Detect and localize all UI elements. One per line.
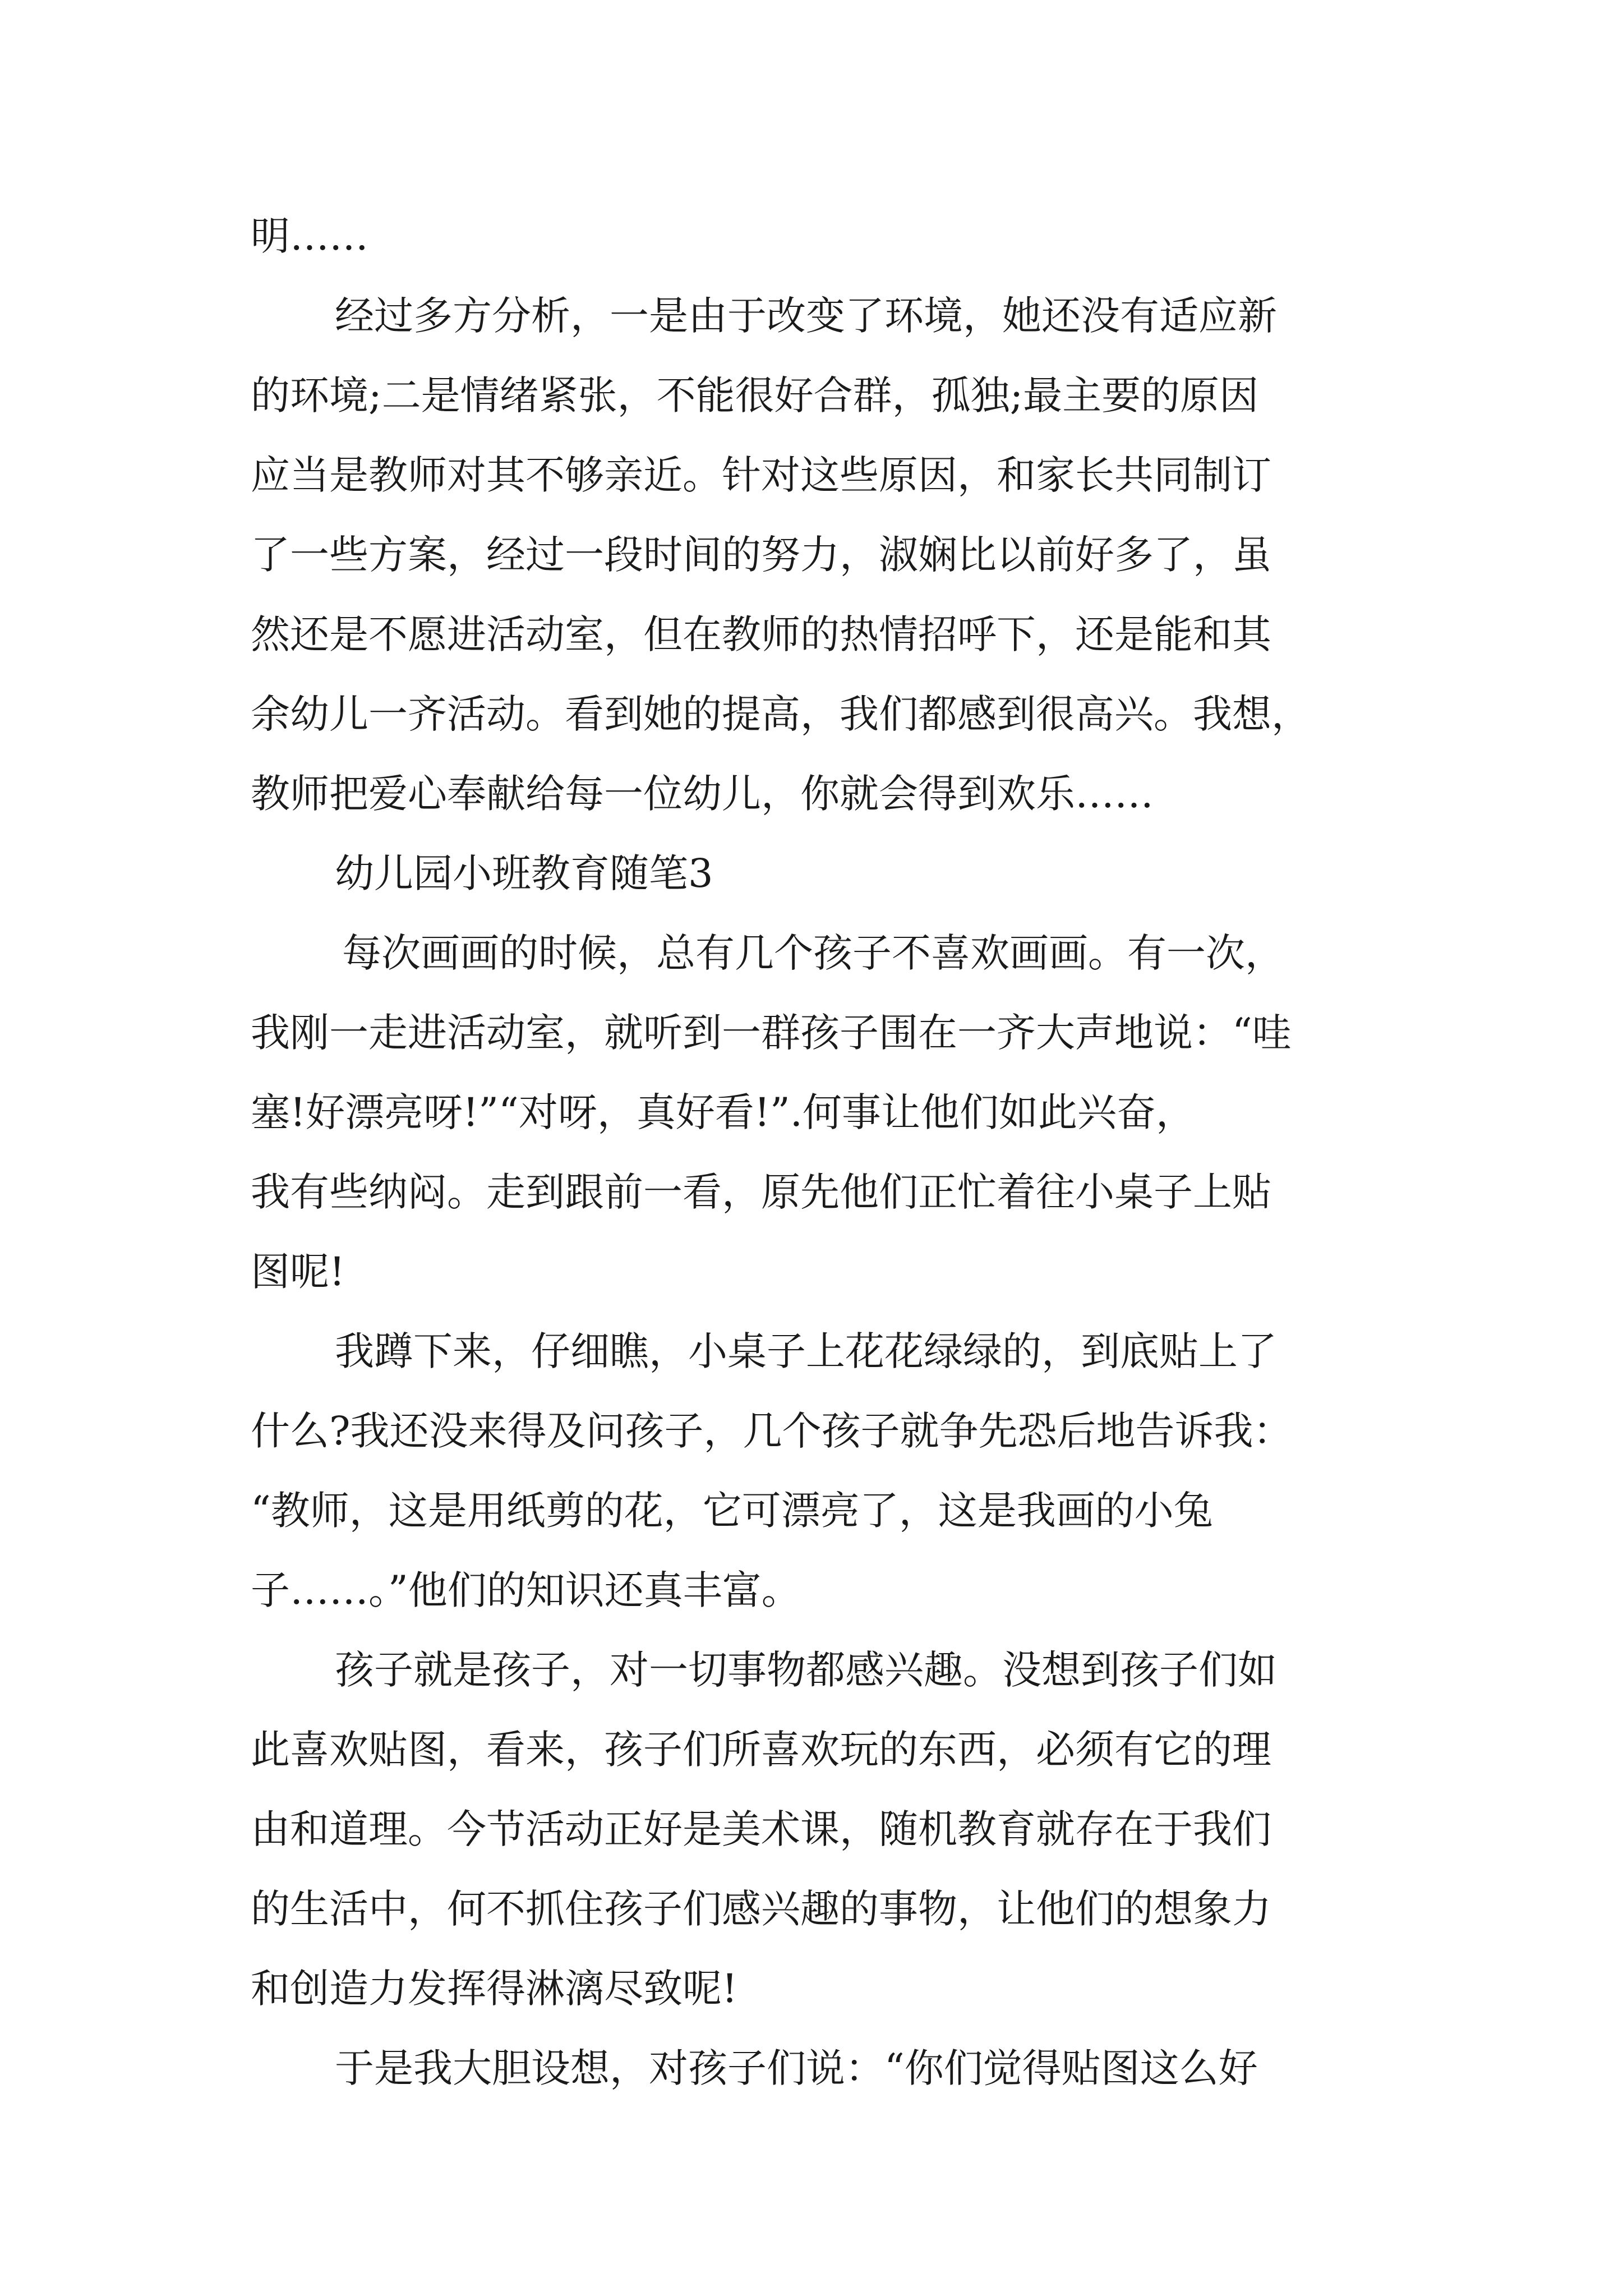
text-line: 教师把爱心奉献给每一位幼儿，你就会得到欢乐……	[251, 771, 1154, 817]
text-line: 由和道理。今节活动正好是美术课，随机教育就存在于我们	[251, 1806, 1271, 1852]
paragraph-first-line: 我蹲下来，仔细瞧，小桌子上花花绿绿的，到底贴上了	[335, 1328, 1277, 1374]
paragraph-first-line: 孩子就是孩子，对一切事物都感兴趣。没想到孩子们如	[335, 1647, 1277, 1693]
paragraph-first-line: 每次画画的时候，总有几个孩子不喜欢画画。有一次，	[342, 930, 1284, 976]
text-line: 我有些纳闷。走到跟前一看，原先他们正忙着往小桌子上贴	[251, 1169, 1271, 1215]
text-line: 子……。”他们的知识还真丰富。	[251, 1567, 801, 1613]
section-heading: 幼儿园小班教育随笔3	[335, 850, 713, 896]
text-line: 塞!好漂亮呀!”“对呀，真好看!”.何事让他们如此兴奋，	[251, 1089, 1195, 1135]
text-line: 图呢!	[251, 1249, 345, 1295]
text-line: 此喜欢贴图，看来，孩子们所喜欢玩的东西，必须有它的理	[251, 1727, 1271, 1773]
text-line: 应当是教师对其不够亲近。针对这些原因，和家长共同制订	[251, 452, 1271, 498]
text-line: 的生活中，何不抓住孩子们感兴趣的事物，让他们的想象力	[251, 1886, 1271, 1932]
text-line: 然还是不愿进活动室，但在教师的热情招呼下，还是能和其	[251, 611, 1271, 657]
text-line: 我刚一走进活动室，就听到一群孩子围在一齐大声地说：“哇	[251, 1010, 1292, 1056]
paragraph-first-line: 于是我大胆设想，对孩子们说：“你们觉得贴图这么好	[335, 2045, 1258, 2091]
text-line: “教师，这是用纸剪的花，它可漂亮了，这是我画的小兔	[251, 1488, 1213, 1534]
text-line: 了一些方案，经过一段时间的努力，淑娴比以前好多了，虽	[251, 532, 1271, 578]
text-line: 和创造力发挥得淋漓尽致呢!	[251, 1966, 738, 2012]
text-line: 的环境;二是情绪紧张，不能很好合群，孤独;最主要的原因	[251, 372, 1259, 418]
text-line: 明……	[251, 213, 368, 259]
text-line: 什么?我还没来得及问孩子，几个孩子就争先恐后地告诉我：	[251, 1408, 1293, 1454]
paragraph-first-line: 经过多方分析，一是由于改变了环境，她还没有适应新	[335, 293, 1277, 339]
text-line: 余幼儿一齐活动。看到她的提高，我们都感到很高兴。我想，	[251, 691, 1311, 737]
